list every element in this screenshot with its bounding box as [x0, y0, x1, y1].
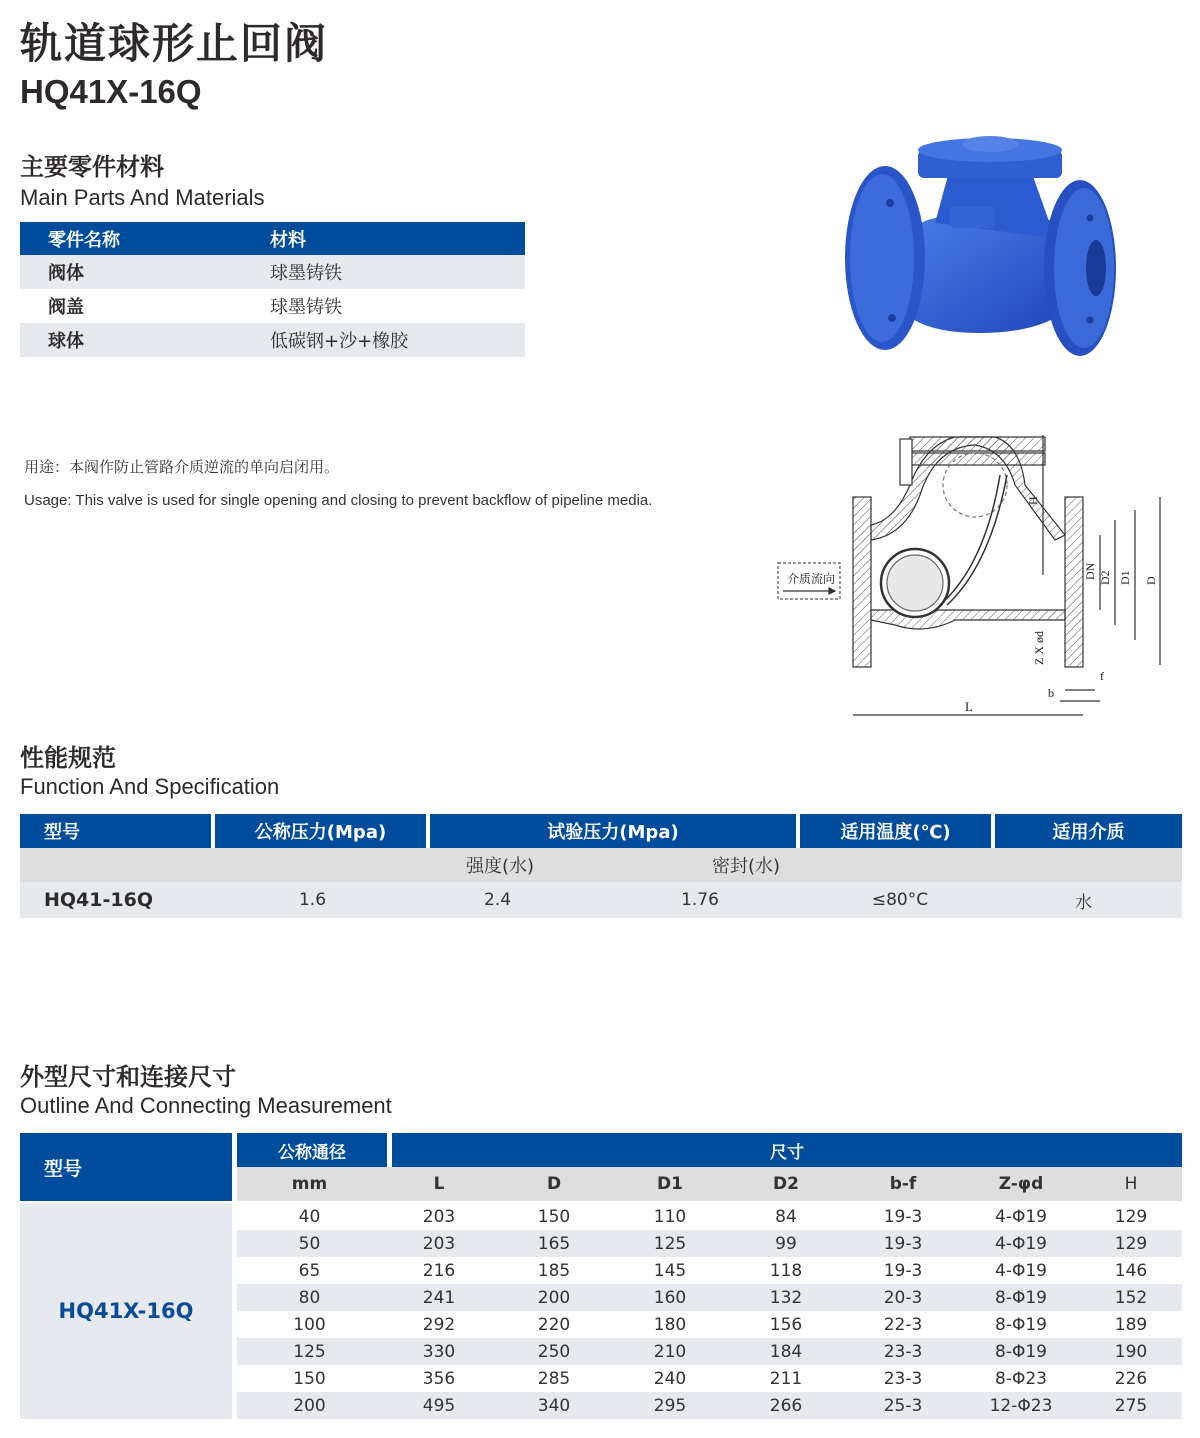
- column-header-z-d: Z-φd: [998, 1174, 1044, 1194]
- svg-text:DN: DN: [1083, 562, 1097, 580]
- column-header-medium: 适用介质: [995, 814, 1182, 848]
- page-title: 轨道球形止回阀: [20, 19, 329, 68]
- spec-subheader-row: [20, 848, 1182, 882]
- subheader-seal: 密封(水): [711, 856, 780, 877]
- parts-section-title-en: Main Parts And Materials: [20, 185, 265, 210]
- dims-section-title-cn: 外型尺寸和连接尺寸: [20, 1063, 236, 1091]
- column-header-test-pressure: 试验压力(Mpa): [430, 814, 800, 848]
- usage-text-cn: 用途：本阀作防止管路介质逆流的单向启闭用。: [24, 458, 340, 476]
- flow-direction-label: 介质流向: [787, 572, 836, 586]
- spec-temperature: ≤80°C: [871, 890, 929, 910]
- svg-text:D2: D2: [1098, 570, 1112, 585]
- table-row: 200 495 340 295 266 25-3 12-Φ23 275: [237, 1392, 1182, 1419]
- table-row: 150 356 285 240 211 23-3 8-Φ23 226: [237, 1365, 1182, 1392]
- spec-section-title-en: Function And Specification: [20, 774, 280, 799]
- parts-table: [20, 222, 525, 357]
- column-header-nominal-pressure: 公称压力(Mpa): [215, 814, 430, 848]
- spec-model: HQ41-16Q: [44, 889, 153, 911]
- dims-model-name: HQ41X-16Q: [20, 1203, 232, 1419]
- subheader-strength: 强度(水): [465, 856, 535, 877]
- column-header-L: L: [433, 1174, 445, 1194]
- table-row: 65 216 185 145 118 19-3 4-Φ19 146: [237, 1257, 1182, 1284]
- part-name: 阀盖: [48, 297, 84, 318]
- column-header-nominal-diameter: 公称通径: [237, 1133, 387, 1167]
- table-row: [20, 289, 525, 323]
- valve-cross-section-drawing: [775, 425, 1185, 725]
- dims-section-title-en: Outline And Connecting Measurement: [20, 1093, 392, 1118]
- spec-nominal-pressure: 1.6: [298, 890, 327, 910]
- column-header-dimensions: 尺寸: [392, 1133, 1182, 1167]
- table-row: 125 330 250 210 184 23-3 8-Φ19 190: [237, 1338, 1182, 1365]
- parts-table-header: [20, 222, 525, 255]
- column-header-part-name: 零件名称: [48, 229, 120, 251]
- svg-text:b: b: [1048, 686, 1054, 700]
- table-row: [20, 323, 525, 357]
- table-row: 50 203 165 125 99 19-3 4-Φ19 129: [237, 1230, 1182, 1257]
- column-header-H: H: [1124, 1174, 1138, 1194]
- usage-text-en: Usage: This valve is used for single opening and closing to prevent backflow of pipeline media.: [24, 492, 653, 509]
- svg-text:L: L: [965, 699, 973, 714]
- parts-section-title-cn: 主要零件材料: [20, 153, 164, 181]
- table-row: 100 292 220 180 156 22-3 8-Φ19 189: [237, 1311, 1182, 1338]
- svg-text:D: D: [1144, 576, 1158, 585]
- table-row: 80 241 200 160 132 20-3 8-Φ19 152: [237, 1284, 1182, 1311]
- column-header-model: 型号: [20, 1133, 232, 1201]
- spec-table-header: [20, 814, 1182, 848]
- column-header-temperature: 适用温度(℃): [800, 814, 995, 848]
- spec-strength: 2.4: [483, 890, 512, 910]
- spec-seal: 1.76: [681, 890, 719, 910]
- svg-text:H: H: [1026, 496, 1040, 505]
- part-material: 低碳钢+沙+橡胶: [270, 331, 409, 352]
- spec-medium: 水: [1075, 892, 1092, 913]
- svg-text:D1: D1: [1118, 570, 1132, 585]
- table-row: 40 203 150 110 84 19-3 4-Φ19 129: [237, 1203, 1182, 1230]
- part-name: 球体: [48, 331, 84, 352]
- column-header-material: 材料: [270, 229, 306, 251]
- column-header-b-f: b-f: [889, 1174, 917, 1194]
- model-title: HQ41X-16Q: [20, 73, 202, 110]
- valve-product-photo: [840, 128, 1120, 378]
- column-header-model: 型号: [20, 814, 215, 848]
- svg-text:f: f: [1100, 669, 1104, 683]
- part-material: 球墨铸铁: [270, 297, 342, 318]
- column-header-mm: mm: [291, 1174, 328, 1194]
- dims-column-headers: [237, 1167, 1182, 1201]
- spec-section-title-cn: 性能规范: [20, 744, 116, 772]
- column-header-D1: D1: [657, 1174, 683, 1194]
- table-row: [20, 882, 1182, 918]
- part-material: 球墨铸铁: [270, 263, 342, 284]
- column-header-D: D: [546, 1174, 562, 1194]
- svg-text:Z X ød: Z X ød: [1032, 631, 1046, 665]
- column-header-D2: D2: [773, 1174, 799, 1194]
- table-row: [20, 255, 525, 289]
- spec-table: [20, 814, 1182, 918]
- part-name: 阀体: [48, 263, 84, 284]
